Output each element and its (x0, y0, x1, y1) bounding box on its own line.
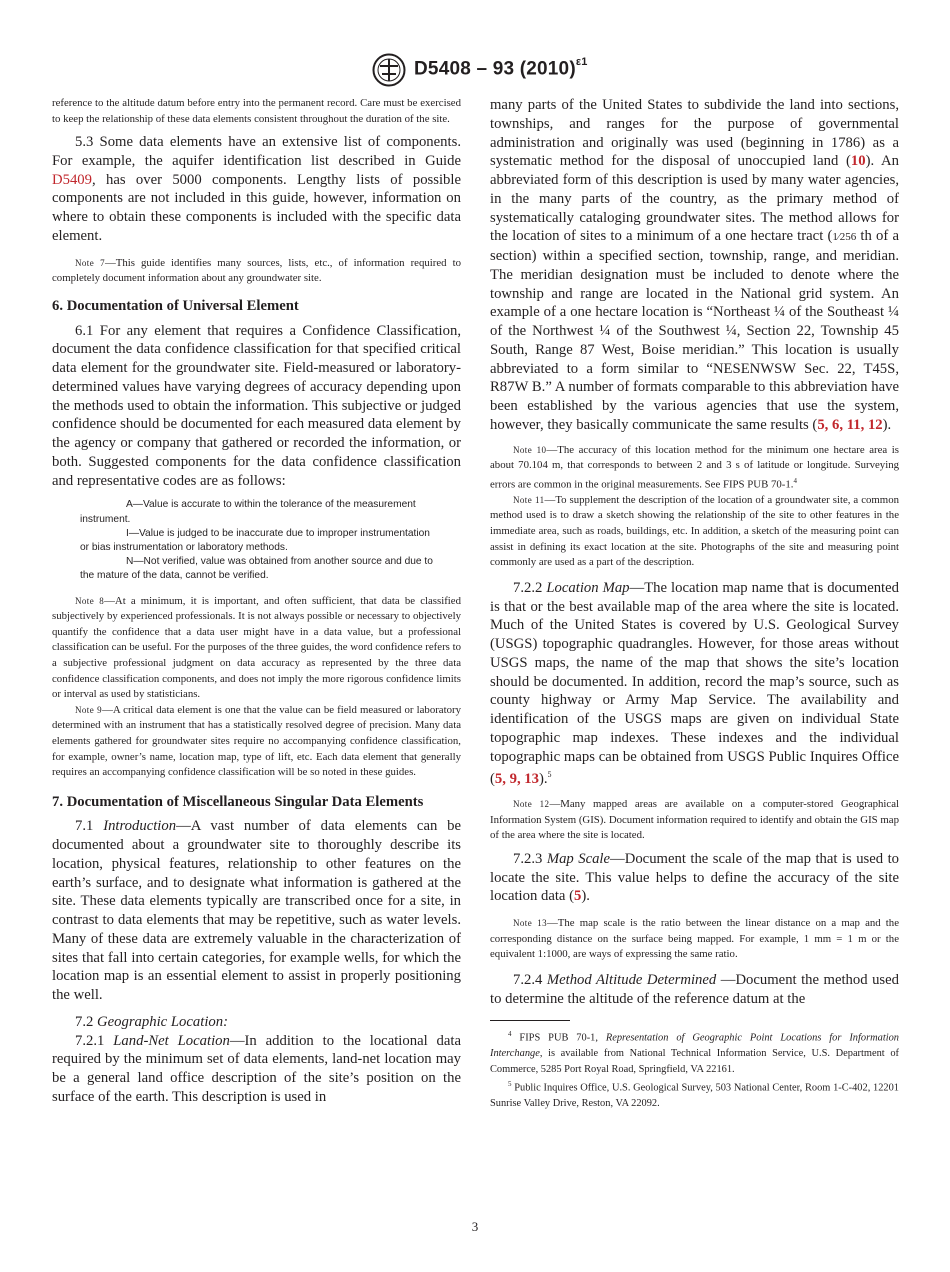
right-column (490, 96, 899, 1111)
page-header (0, 50, 950, 90)
section-7-2-3: 7.2.3 Map Scale—Document the scale of the map that is used to locate the site. This value helps to define the accuracy of the site location data (5). (490, 850, 899, 905)
ref-12-link[interactable]: 12 (867, 416, 883, 433)
note-13: Note 13—The map scale is the ratio between the linear distance on a map and the corresponding distance on the surface being mapped. For example, 1 mm = 1 m or the equivalent 1:1000, are ways of expressing the same ratio. (490, 917, 899, 961)
section-7-2-2: 7.2.2 Location Map—The location map name that is documented is that or the best available map of the area where the site is located. Much of the United States is covered by U.S. Geological Survey (USGS) topographic quadrangles. However, for those areas without USGS maps, the name of the map that shows the site’s location should be documented. In addition, record the map’s source, such as county highway or Army Map Service. The availability and identification of the USGS maps are given on individual State topographic map indexes. These indexes and the individual topographic maps can be obtained from USGS Public Inquires Office (5, 9, 13).$^5$ (490, 579, 899, 788)
ref-6-link[interactable]: 6 (832, 416, 840, 433)
note-12: Note 12—Many mapped areas are available on a computer-stored Geographical Information System (GIS). Document information required to identify and obtain the GIS map of the area where the site is located. (490, 797, 900, 842)
ref-10-link[interactable]: 10 (850, 153, 866, 170)
note-9: Note 9—A critical data element is one that the value can be field measured or laboratory determined with an instrument that has a statistically resolved degree of precision. Many data elements gathered for groundwater sites require no accompanying confidence classification, for example, owner’s name, location map, type of lift, etc. Each data element that generally requires an accompanying confidence classification will be so noted in these guides. (52, 703, 461, 779)
ref-5-link[interactable]: 5 (817, 416, 825, 433)
note-8: Note 8—At a minimum, it is important, and often sufficient, that data be classified subjectively by experienced professionals. It is not always possible or necessary to objectively quantify the confidence that a data user might have in a data value, but a professional classification can be useful. For the purposes of the three guides, the word confidence refers to a subjective professional judgment on data accuracy as represented by the three data confidence classification components, and does not imply the more rigorous confidence limits or interval as used by statisticians. (52, 594, 461, 701)
section-6-1: 6.1 For any element that requires a Confidence Classification, document the data confidence classification for that specified critical data element for the groundwater site. Field-measured or laboratory-determined values have varying degrees of accuracy depending upon the methods used to obtain the information. This subjective or judged confidence should be documented for each measured data element by the agency or company that gathered or recorded the information, or both. Suggested components for the data confidence classification and representative codes are as follows: (52, 322, 461, 489)
footnote-4: $^4$ FIPS PUB 70-1, Representation of Geographic Point Locations for Information Interchange, is available from National Technical Information Service, U.S. Department of Commerce, 5285 Port Royal Road, Springfield, VA 22161. (490, 1030, 899, 1075)
ref-5-link-c[interactable]: 5 (574, 888, 582, 905)
section-7-1: 7.1 Introduction—A vast number of data elements can be documented about a groundwater site to thoroughly describe its location, physical features, relationship to other features on the earth’s surface, and to designate what information is gathered at the site. These data elements typically are transcribed once for a site, in contrast to data elements that may be repetitive, such as water levels. Many of these data are extremely valuable in the characterization of sites that fall into certain categories, for example wells, for which the location map is an essential element to assist in properly positioning the well. (52, 818, 461, 1004)
section-7-2: 7.2 Geographic Location: (75, 1013, 228, 1030)
section-5-3: 5.3 Some data elements have an extensive list of components. For example, the aquifer identification list described in Guide D5409, has over 5000 components. Lengthy lists of possible components are not included in this guide, however, information on where to obtain these components is included with the specific data element. (52, 134, 461, 244)
astm-logo-icon (372, 53, 406, 87)
section-7-2-1: 7.2.1 Land-Net Location—In addition to the locational data required by the minimum set of data elements, land-net location may be a general land office description of the site’s position on the surface of the earth. This description is used in (52, 1032, 461, 1105)
ref-5-link-b[interactable]: 5 (494, 771, 503, 788)
footnote-5-marker[interactable]: 5 (547, 770, 552, 780)
code-a: A—Value is accurate to within the tolerance of the measurement instrument. (80, 499, 416, 525)
note-10: Note 10—The accuracy of this location method for the minimum one hectare area is about 70.104 m, that corresponds to between 2 and 3 s of latitude or longitude. Surveying errors are common in the original measurements. See FIPS PUB 70-1.$^4$ (490, 443, 900, 491)
confidence-codes-list (52, 498, 461, 583)
code-i: I—Value is judged to be inaccurate due to improper instrumentation or bias instrumentation or laboratory methods. (80, 527, 430, 553)
left-column (52, 96, 461, 1107)
footnote-4-marker[interactable]: 4 (793, 476, 797, 485)
footnote-5: $^5$ Public Inquires Office, U.S. Geological Survey, 503 National Center, Room 1-C-402, 12201 Sunrise Valley Drive, Reston, VA 22092. (490, 1079, 899, 1109)
ref-9-link[interactable]: 9 (509, 771, 517, 788)
page-number: 3 (471, 1219, 479, 1234)
note-11: Note 11—To supplement the description of the location of a groundwater site, a common method used is to draw a sketch showing the relationship of the site to other features in the immediate area, such as roads, buildings, etc. In addition, a sketch of the measuring point can assist in defining its exact location at the site. Photographs of the site and measuring point commonly are used as a part of the description. (490, 493, 900, 569)
heading-section-6: 6. Documentation of Universal Element (52, 297, 299, 314)
continued-note-text: reference to the altitude datum before entry into the permanent record. Care must be exercised to keep the relationship of these data elements consistent throughout the duration of the site. (52, 97, 461, 125)
ref-d5409-link[interactable]: D5409 (52, 171, 92, 188)
heading-section-7: 7. Documentation of Miscellaneous Singular Data Elements (52, 793, 424, 810)
ref-11-link[interactable]: 11 (846, 416, 861, 433)
ref-13-link[interactable]: 13 (524, 771, 539, 788)
note-7: Note 7—This guide identifies many sources, lists, etc., of information required to completely document information about any groundwater site. (52, 256, 461, 285)
document-designation: D5408 – 93 $(2010)^{\varepsilon 1}$ (414, 56, 588, 80)
section-7-2-4: 7.2.4 Method Altitude Determined —Document the method used to determine the altitude of the reference datum at the (490, 971, 899, 1007)
section-7-2-1-continued: many parts of the United States to subdivide the land into sections, townships, and ranges for the purpose of governmental administration and originally was used (beginning in 1786) as a systematic method for the disposal of unoccupied land (10). An abbreviated form of this description is used by many water agencies, in the many parts of the country, as the primary method of systematically cataloging groundwater sites. The method allows for the location of sites to a minimum of a one hectare tract (1⁄256 th of a section) within a specified section, township, range, and meridian. The meridian designation must be included to denote where the township and range are located in the National grid system. An example of a one hectare location is “Northeast ¼ of the Southeast ¼ of the Northwest ¼ of the Southwest ¼, Section 22, Township 45 South, Range 87 West, Boise meridian.” This location is usually abbreviated to a form similar to “NESENWSW Sec. 22, T45S, R87W B.” A number of formats comparable to this abbreviation have been established by the various agencies that use the system, however, they basically communicate the same results (5, 6, 11, 12). (490, 97, 900, 433)
footnote-divider (490, 1020, 570, 1021)
code-n: N—Not verified, value was obtained from another source and due to the mature of the data, cannot be verified. (80, 556, 433, 582)
